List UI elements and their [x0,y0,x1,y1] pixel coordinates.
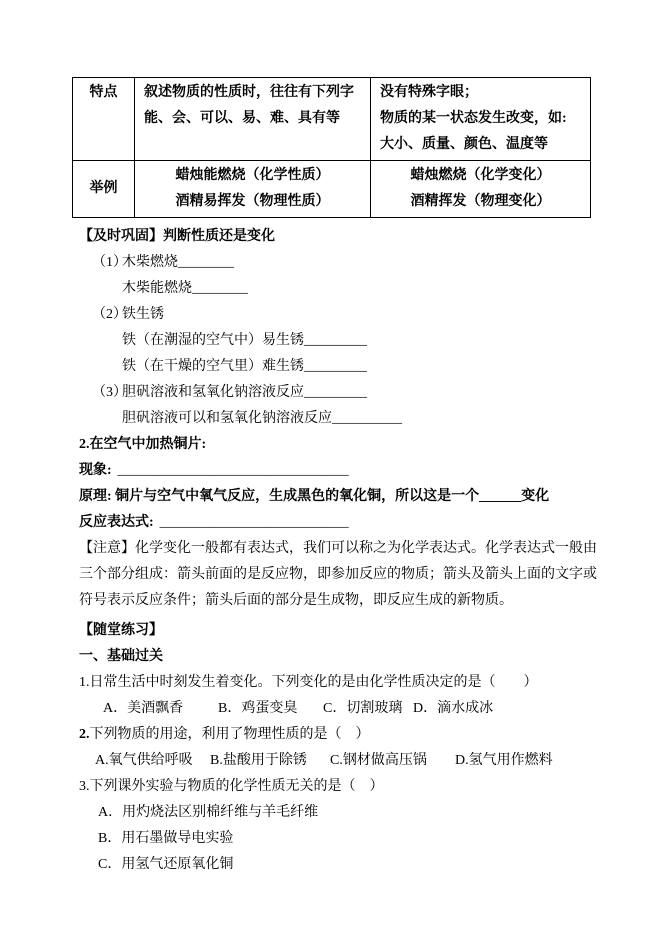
q2-number: 2. [79,727,90,742]
item-2-number: （2） [92,307,127,322]
question-3: 3.下列课外实验与物质的化学性质无关的是（ ） [79,779,384,794]
q3-option-c: C．用氢气还原氧化铜 [98,857,234,872]
examples-change-cell [371,161,591,218]
features-property-cell: 叙述物质的性质时，往往有下列字 能、会、可以、易、难、具有等 [135,78,371,161]
section1-heading: 一、基础过关 [79,649,163,664]
note-paragraph: 【注意】化学变化一般都有表达式，我们可以称之为化学表达式。化学表达式一般由三个部分组成：箭头前面的是反应物，即参加反应的物质；箭头及箭头上面的文字或符号表示反应条件；箭头后面的部分是生成物，即反应生成的新物质。 [79,541,597,608]
row-header-examples: 举例 [73,161,135,218]
question-2-options [95,748,601,774]
consolidation-item-1 [79,250,601,276]
table-row-features [73,78,591,161]
phenomenon-label: 现象: [79,463,112,478]
expression-label: 反应表达式: [79,515,154,530]
q1-option-c: C．切割玻璃 [323,701,403,716]
q3-option-b: B．用石墨做导电实验 [98,831,234,846]
property-example-2: 酒精易挥发（物理性质） [175,194,330,209]
property-vs-change-table [72,77,591,218]
change-feature-line2: 物质的某一状态发生改变，如: 大小、质量、颜色、温度等 [380,111,567,152]
q3-option-a: A．用灼烧法区别棉纤维与羊毛纤维 [98,805,319,820]
q1-option-d: D．滴水成冰 [413,701,494,716]
consolidation-item-1-sub: 木柴能燃烧________ [122,281,248,296]
principle-line: 原理: 铜片与空气中氧气反应，生成黑色的氧化铜，所以这是一个______变化 [79,489,550,504]
phenomenon-blank-line: _________________________________ [117,463,349,478]
q2-text: 下列物质的用途，利用了物理性质的是（ ） [89,727,370,742]
item-3-number: （3） [92,385,127,400]
item-1-text: 木柴燃烧________ [122,255,234,270]
item-3-text: 胆矾溶液和氢氧化钠溶液反应_________ [122,385,367,400]
q2-option-c: C.钢材做高压锅 [330,753,427,768]
consolidation-item-2 [79,302,601,328]
q1-option-b: B．鸡蛋变臭 [218,701,298,716]
expression-blank-line: ___________________________ [159,515,349,530]
consolidation-item-2-sub1: 铁（在潮湿的空气中）易生锈_________ [122,333,367,348]
question-2 [79,722,601,748]
practice-heading: 【随堂练习】 [79,623,163,638]
consolidation-heading: 【及时巩固】判断性质还是变化 [79,229,275,244]
change-example-2: 酒精挥发（物理变化） [410,194,551,209]
item-2-text: 铁生锈 [122,307,164,322]
q2-option-d: D.氢气用作燃料 [455,753,553,768]
heating-copper-heading: 2.在空气中加热铜片: [79,437,207,452]
table-row-examples [73,161,591,218]
property-example-1: 蜡烛能燃烧（化学性质） [175,168,330,183]
phenomenon-line [79,458,601,484]
change-example-1: 蜡烛燃烧（化学变化） [410,168,551,183]
item-1-number: （1） [92,255,127,270]
examples-property-cell [135,161,371,218]
question-1: 1.日常生活中时刻发生着变化。下列变化的是由化学性质决定的是（ ） [79,675,538,690]
row-header-features: 特点 [73,78,135,161]
question-1-options [103,696,601,722]
q2-option-b: B.盐酸用于除锈 [210,753,307,768]
consolidation-item-3 [79,380,601,406]
consolidation-item-3-sub: 胆矾溶液可以和氢氧化钠溶液反应__________ [122,411,402,426]
q1-option-a: A．美酒飘香 [103,701,184,716]
q2-option-a: A.氧气供给呼吸 [95,753,193,768]
expression-line [79,510,601,536]
consolidation-item-2-sub2: 铁（在干燥的空气里）难生锈_________ [122,359,367,374]
change-feature-line1: 没有特殊字眼； [380,85,478,100]
features-change-cell [371,78,591,161]
